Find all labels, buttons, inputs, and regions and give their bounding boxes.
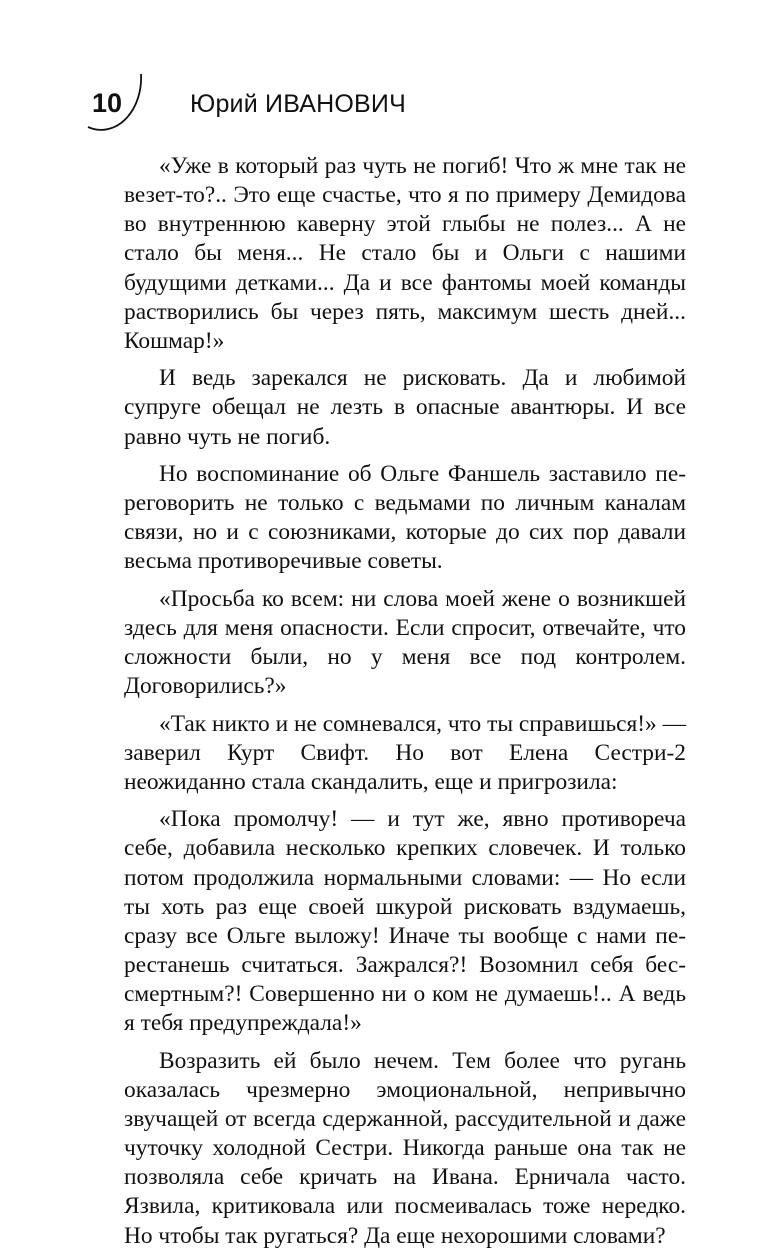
paragraph: «Просьба ко всем: ни слова моей жене о возникшей здесь для меня опасности. Если спросит, отвечайте, что сложности были, но у меня все под контролем. Договорились?»: [124, 585, 686, 700]
body-text: [124, 152, 686, 1251]
running-head-author: Юрий ИВАНОВИЧ: [190, 90, 406, 118]
paragraph: И ведь зарекался не рисковать. Да и любимой супруге обещал не лезть в опасные авантюры. И все равно чуть не погиб.: [124, 365, 686, 450]
page-number-arc-ornament: [0, 0, 200, 150]
paragraph: «Уже в который раз чуть не погиб! Что ж мне так не везет-то?.. Это еще счастье, что я по примеру Демидова во внутреннюю каверну этой глыбы не полез... А не стало бы меня... Не стало бы и Ольги с нашими будущими детками... Да и все фантомы моей команды растворились бы через пять, максимум шесть дней... Кошмар!»: [124, 153, 686, 354]
paragraph: «Пока промолчу! — и тут же, явно противореча себе, добавила несколько крепких словечек. И только потом продолжила нормальными словами: — Но если ты хоть раз еще своей шкурой рисковать вздумаешь, сразу все Ольге выложу! Иначе ты вообще с нами перестанешь считаться. Зажрался?! Возомнил себя бессмертным?! Совершенно ни о ком не думаешь!.. А ведь я тебя предупреждала!»: [124, 806, 686, 1037]
paragraph: «Так никто и не сомневался, что ты справишься!» — заверил Курт Свифт. Но вот Елена Сестри-2 неожиданно стала скандалить, еще и пригрозила:: [124, 710, 686, 795]
page-header: [0, 0, 768, 150]
paragraph: Возразить ей было нечем. Тем более что ругань оказалась чрезмерно эмоциональной, непривычно звучащей от всегда сдержанной, рассудительной и даже чуточку холодной Сестри. Никогда раньше она так не позволяла себе кричать на Ивана. Ерничала часто. Язвила, критиковала или посмеивалась тоже нередко. Но чтобы так ругаться? Да еще нехорошими словами?: [124, 1047, 686, 1249]
paragraph: Но воспоминание об Ольге Фаншель заставило переговорить не только с ведьмами по личным каналам связи, но и с союзниками, которые до сих пор давали весьма противоречивые советы.: [124, 460, 686, 575]
page-number: 10: [92, 88, 123, 118]
